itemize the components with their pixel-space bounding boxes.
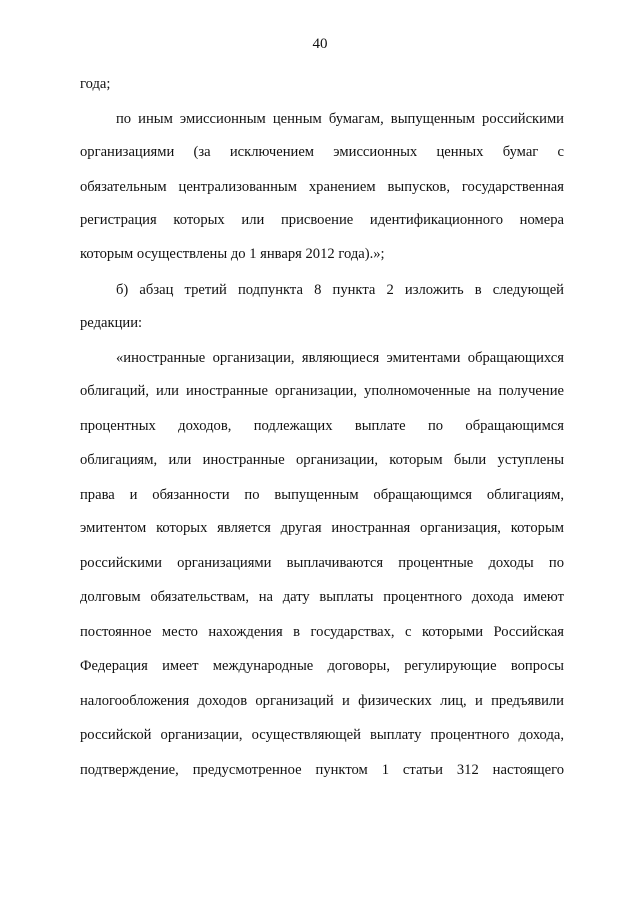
text-line: права и обязанности по выпущенным обращающимся облигациям,: [80, 487, 564, 503]
text-line: облигаций, или иностранные организации, уполномоченные на получение: [80, 383, 564, 399]
text-line: которым осуществлены до 1 января 2012 года).»;: [80, 246, 385, 262]
text-line: эмитентом которых является другая иностранная организация, которым: [80, 520, 564, 536]
text-line: организациями (за исключением эмиссионных ценных бумаг с: [80, 144, 564, 160]
text-line: налогообложения доходов организаций и физических лиц, и предъявили: [80, 693, 564, 709]
text-line: по иным эмиссионным ценным бумагам, выпущенным российскими: [116, 111, 564, 127]
page-number: 40: [312, 36, 328, 52]
text-line: подтверждение, предусмотренное пунктом 1 статьи 312 настоящего: [80, 762, 564, 778]
text-line: года;: [80, 76, 111, 92]
text-line: обязательным централизованным хранением выпусков, государственная: [80, 179, 564, 195]
text-line: процентных доходов, подлежащих выплате по обращающимся: [80, 418, 564, 434]
text-line: б) абзац третий подпункта 8 пункта 2 изложить в следующей: [116, 282, 564, 298]
text-line: «иностранные организации, являющиеся эмитентами обращающихся: [116, 350, 564, 366]
text-line: долговым обязательствам, на дату выплаты процентного дохода имеют: [80, 589, 564, 605]
text-line: российскими организациями выплачиваются процентные доходы по: [80, 555, 564, 571]
text-line: регистрация которых или присвоение идентификационного номера: [80, 212, 564, 228]
text-line: постоянное место нахождения в государствах, с которыми Российская: [80, 624, 564, 640]
text-line: российской организации, осуществляющей выплату процентного дохода,: [80, 727, 564, 743]
text-line: редакции:: [80, 315, 143, 331]
text-line: облигациям, или иностранные организации, которым были уступлены: [80, 452, 564, 468]
text-line: Федерация имеет международные договоры, регулирующие вопросы: [80, 658, 564, 674]
